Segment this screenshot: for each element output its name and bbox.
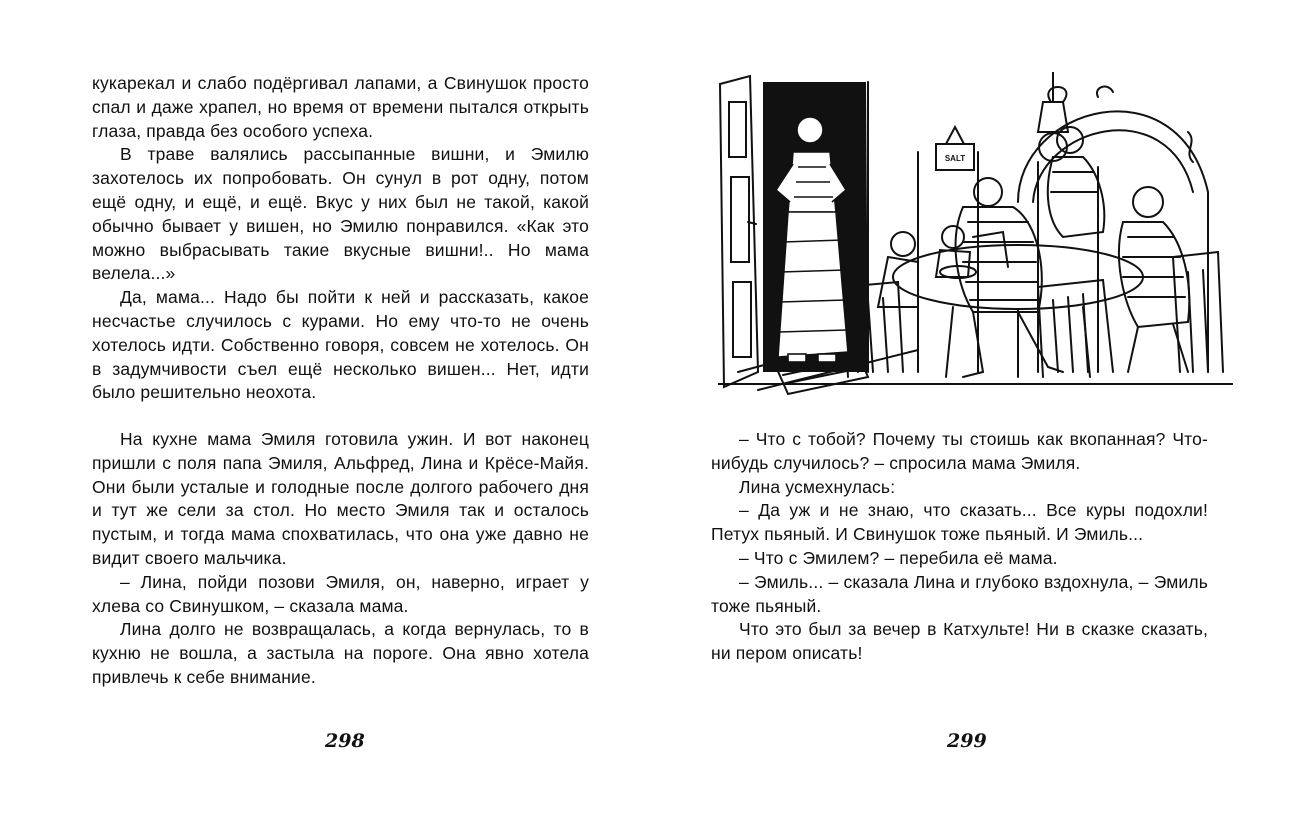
page-number-right: 299 [947, 730, 987, 752]
paragraph: Лина усмехнулась: [739, 476, 896, 497]
right-text [711, 428, 1208, 666]
paragraph: – Что с тобой? Почему ты стоишь как вкопанная? Что-нибудь случилось? – спросила мама Эмиля. [711, 429, 1208, 473]
right-page [650, 0, 1300, 827]
kitchen-illustration [718, 72, 1233, 397]
left-top-text [92, 72, 589, 405]
paragraph: Что это был за вечер в Катхульте! Ни в сказке сказать, ни пером описать! [711, 619, 1208, 664]
kitchen-scene-drawing [718, 72, 1233, 397]
paragraph: – Да уж и не знаю, что сказать... Все куры подохли! Петух пьяный. И Свинушок тоже пьяный. И Эмиль... [711, 500, 1208, 545]
paragraph: Да, мама... Надо бы пойти к ней и рассказать, какое несчастье случилось с курами. Но ему что-то не очень хотелось идти. Собственно говоря, совсем не хотелось. Он в задумчивости съел ещё несколько вишен... Нет, идти было решительно неохота. [92, 287, 589, 403]
page-number-left: 298 [325, 730, 365, 752]
left-bottom-text [92, 428, 589, 690]
paragraph: В траве валялись рассыпанные вишни, и Эмилю захотелось их попробовать. Он сунул в рот одну, потом ещё одну, и ещё, и ещё. Вкус у них был не такой, какой обычно бывает у вишен, но Эмилю понравился. «Как это можно выбрасывать такие вкусные вишни!.. Но мама велела...» [92, 144, 589, 284]
paragraph: кукарекал и слабо подёргивал лапами, а Свинушок просто спал и даже храпел, но время от времени пытался открыть глаза, правда без особого успеха. [92, 73, 589, 141]
paragraph: – Лина, пойди позови Эмиля, он, наверно, играет у хлева со Свинушком, – сказала мама. [92, 571, 589, 616]
salt-sign-text: SALT [944, 154, 966, 163]
paragraph: На кухне мама Эмиля готовила ужин. И вот наконец пришли с поля папа Эмиля, Альфред, Лина и Крёсе-Майя. Они были усталые и голодные после долгого рабочего дня и тут же сели за стол. Но место Эмиля так и осталось пустым, и тогда мама спохватилась, что она уже давно не видит своего мальчика. [92, 429, 589, 568]
paragraph: – Что с Эмилем? – перебила её мама. [739, 547, 1058, 568]
paragraph: – Эмиль... – сказала Лина и глубоко вздохнула, – Эмиль тоже пьяный. [711, 571, 1208, 616]
paragraph: Лина долго не возвращалась, а когда вернулась, то в кухню не вошла, а застыла на пороге. Она явно хотела привлечь к себе внимание. [92, 619, 589, 687]
